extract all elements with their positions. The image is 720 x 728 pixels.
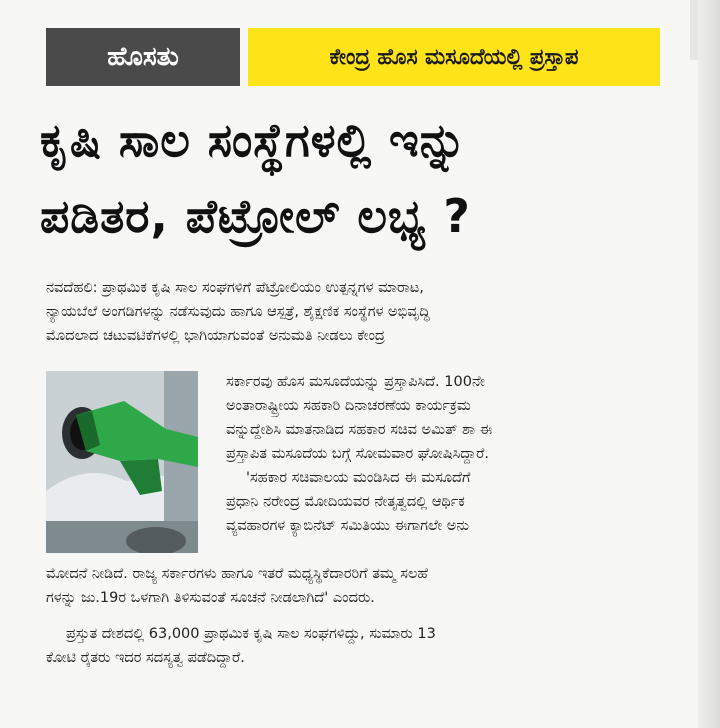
article-line: ಗಳನ್ನು ಜು.19ರ ಒಳಗಾಗಿ ತಿಳಿಸುವಂತೆ ಸೂಚನೆ ನೀಡಲಾಗಿದೆ' ಎಂದರು.	[46, 590, 375, 606]
kicker-topic: ಕೇಂದ್ರ ಹೊಸ ಮಸೂದೆಯಲ್ಲಿ ಪ್ರಸ್ತಾಪ	[248, 28, 660, 86]
headline	[40, 102, 680, 254]
headline-line-2: ಪಡಿತರ, ಪೆಟ್ರೋಲ್ ಲಭ್ಯ ?	[40, 189, 471, 243]
article-line: ಮೊದಲಾದ ಚಟುವಟಿಕೆಗಳಲ್ಲಿ ಭಾಗಿಯಾಗುವಂತೆ ಅನುಮತಿ ನೀಡಲು ಕೇಂದ್ರ	[46, 328, 385, 344]
article-line: 'ಸಹಕಾರ ಸಚಿವಾಲಯ ಮಂಡಿಸಿದ ಈ ಮಸೂದೆಗೆ	[246, 470, 471, 486]
article-line: ವ್ಯವಹಾರಗಳ ಕ್ಯಾಬಿನೆಟ್ ಸಮಿತಿಯು ಈಗಾಗಲೇ ಅನು	[226, 518, 469, 534]
kicker-label: ಹೊಸತು	[46, 28, 240, 86]
article-line: ಸರ್ಕಾರವು ಹೊಸ ಮಸೂದೆಯನ್ನು ಪ್ರಸ್ತಾಪಿಸಿದೆ. 100ನೇ	[226, 374, 485, 390]
page-edge-shadow	[698, 0, 720, 728]
article-line: ವನ್ನುದ್ದೇಶಿಸಿ ಮಾತನಾಡಿದ ಸಹಕಾರ ಸಚಿವ ಅಮಿತ್ ಶಾ ಈ	[226, 422, 493, 438]
article-line: ಪ್ರಸ್ತುತ ದೇಶದಲ್ಲಿ 63,000 ಪ್ರಾಥಮಿಕ ಕೃಷಿ ಸಾಲ ಸಂಘಗಳಿದ್ದು, ಸುಮಾರು 13	[66, 626, 436, 642]
article-line: ಕೋಟಿ ರೈತರು ಇದರ ಸದಸ್ಯತ್ವ ಪಡೆದಿದ್ದಾರೆ.	[46, 650, 245, 666]
fuel-nozzle-icon	[46, 371, 198, 553]
article-line: ಮೋದನೆ ನೀಡಿದೆ. ರಾಜ್ಯ ಸರ್ಕಾರಗಳು ಹಾಗೂ ಇತರೆ ಮಧ್ಯಸ್ಥಿಕೆದಾರರಿಗೆ ತಮ್ಮ ಸಲಹೆ	[46, 566, 428, 582]
fuel-nozzle-photo	[46, 371, 198, 553]
article-line: ನ್ಯಾಯಬೆಲೆ ಅಂಗಡಿಗಳನ್ನು ನಡೆಸುವುದು ಹಾಗೂ ಆಸ್ಪತ್ರೆ, ಶೈಕ್ಷಣಿಕ ಸಂಸ್ಥೆಗಳ ಅಭಿವೃದ್ಧಿ	[46, 304, 430, 320]
headline-line-1: ಕೃಷಿ ಸಾಲ ಸಂಸ್ಥೆಗಳಲ್ಲಿ ಇನ್ನು	[40, 113, 467, 167]
article-line: ಪ್ರಧಾನಿ ನರೇಂದ್ರ ಮೋದಿಯವರ ನೇತೃತ್ವದಲ್ಲಿ ಆರ್ಥಿಕ	[226, 494, 465, 510]
article-line: ಪ್ರಸ್ತಾಪಿತ ಮಸೂದೆಯ ಬಗ್ಗೆ ಸೋಮವಾರ ಘೋಷಿಸಿದ್ದಾರೆ.	[226, 446, 489, 462]
article-line: ನವದೆಹಲಿ: ಪ್ರಾಥಮಿಕ ಕೃಷಿ ಸಾಲ ಸಂಘಗಳಿಗೆ ಪೆಟ್ರೋಲಿಯಂ ಉತ್ಪನ್ನಗಳ ಮಾರಾಟ,	[46, 280, 424, 296]
article-line: ಅಂತಾರಾಷ್ಟ್ರೀಯ ಸಹಕಾರಿ ದಿನಾಚರಣೆಯ ಕಾರ್ಯಕ್ರಮ	[226, 398, 471, 414]
